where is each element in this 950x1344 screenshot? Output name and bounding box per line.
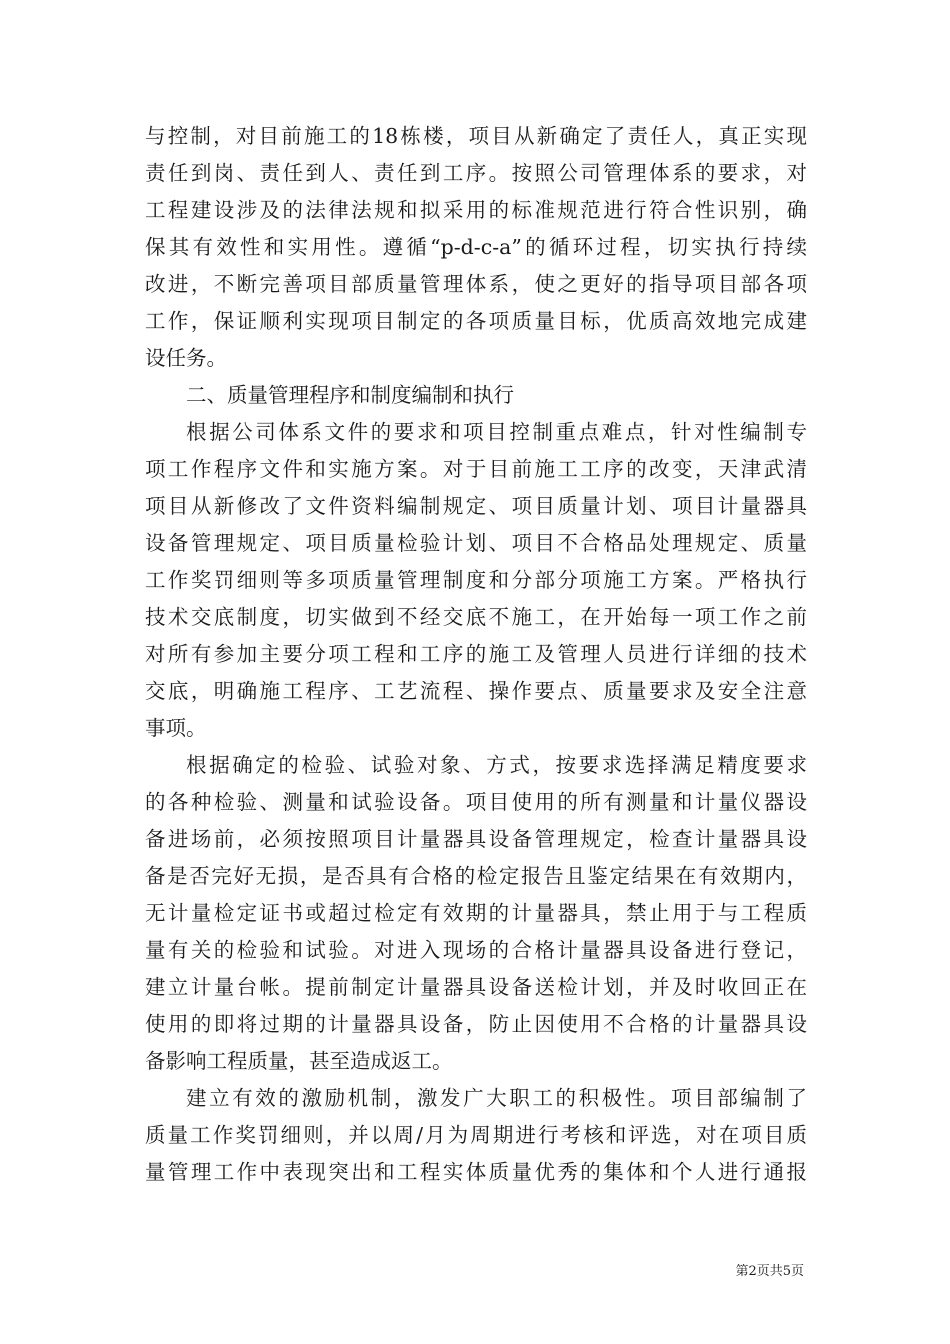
text-line: 责任到岗、责任到人、责任到工序。按照公司管理体系的要求，对 [145, 161, 807, 185]
text-line: 设备管理规定、项目质量检验计划、项目不合格品处理规定、质量 [145, 531, 807, 555]
text-line: 项工作程序文件和实施方案。对于目前施工工序的改变，天津武清 [145, 457, 807, 481]
text-line: 与控制，对目前施工的18栋楼，项目从新确定了责任人，真正实现 [145, 124, 807, 148]
text-line: 技术交底制度，切实做到不经交底不施工，在开始每一项工作之前 [145, 605, 807, 629]
text-line: 量有关的检验和试验。对进入现场的合格计量器具设备进行登记， [145, 938, 807, 962]
text-line: 建立有效的激励机制，激发广大职工的积极性。项目部编制了 [186, 1086, 807, 1110]
document-body [145, 118, 807, 1191]
text-line: 项目从新修改了文件资料编制规定、项目质量计划、项目计量器具 [145, 494, 807, 518]
text-line: 保其有效性和实用性。遵循“p-d-c-a”的循环过程，切实执行持续 [145, 235, 807, 259]
text-line: 对所有参加主要分项工程和工序的施工及管理人员进行详细的技术 [145, 642, 807, 666]
paragraph-equipment [145, 747, 807, 1080]
text-line: 工作，保证顺利实现项目制定的各项质量目标，优质高效地完成建 [145, 309, 807, 333]
text-line: 根据确定的检验、试验对象、方式，按要求选择满足精度要求 [186, 753, 807, 777]
text-line: 使用的即将过期的计量器具设备，防止因使用不合格的计量器具设 [145, 1012, 807, 1036]
text-line: 备影响工程质量，甚至造成返工。 [145, 1049, 453, 1073]
text-line: 无计量检定证书或超过检定有效期的计量器具，禁止用于与工程质 [145, 901, 807, 925]
heading-line: 二、质量管理程序和制度编制和执行 [186, 383, 514, 407]
text-line: 建立计量台帐。提前制定计量器具设备送检计划，并及时收回正在 [145, 975, 807, 999]
text-line: 工程建设涉及的法律法规和拟采用的标准规范进行符合性识别，确 [145, 198, 807, 222]
text-line: 质量工作奖罚细则，并以周/月为周期进行考核和评选，对在项目质 [145, 1123, 807, 1147]
text-line: 备是否完好无损，是否具有合格的检定报告且鉴定结果在有效期内， [145, 864, 807, 888]
section-heading [145, 377, 807, 414]
paragraph-continuation [145, 118, 807, 377]
text-line: 备进场前，必须按照项目计量器具设备管理规定，检查计量器具设 [145, 827, 807, 851]
paragraph-incentives [145, 1080, 807, 1191]
text-line: 根据公司体系文件的要求和项目控制重点难点，针对性编制专 [186, 420, 807, 444]
text-line: 设任务。 [145, 346, 227, 370]
text-line: 的各种检验、测量和试验设备。项目使用的所有测量和计量仪器设 [145, 790, 807, 814]
paragraph-procedures [145, 414, 807, 747]
text-line: 改进，不断完善项目部质量管理体系，使之更好的指导项目部各项 [145, 272, 807, 296]
text-line: 量管理工作中表现突出和工程实体质量优秀的集体和个人进行通报 [145, 1160, 807, 1184]
text-line: 交底，明确施工程序、工艺流程、操作要点、质量要求及安全注意 [145, 679, 807, 703]
text-line: 工作奖罚细则等多项质量管理制度和分部分项施工方案。严格执行 [145, 568, 807, 592]
text-line: 事项。 [145, 716, 207, 740]
page-number: 第2页共5页 [735, 1264, 804, 1279]
